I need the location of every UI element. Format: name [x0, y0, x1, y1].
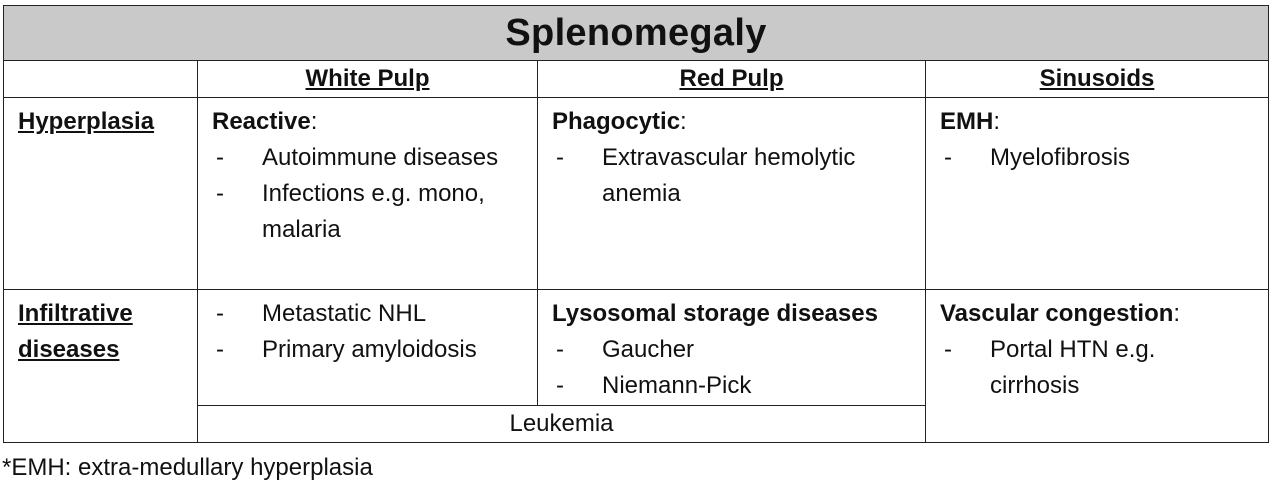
list-item: - Niemann-Pick	[552, 368, 917, 404]
cause-list	[940, 332, 1260, 404]
list-item: - Gaucher	[552, 332, 917, 368]
cell-lead: Phagocytic	[552, 108, 681, 135]
cause-list	[552, 140, 917, 212]
cell-lead: Vascular congestion	[940, 300, 1174, 327]
cell-lead: Reactive	[212, 108, 311, 135]
list-item: - Infections e.g. mono, malaria	[212, 176, 529, 248]
hyperplasia-red-pulp-cell: Phagocytic: - Extravascular hemolytic anemia	[538, 98, 926, 290]
row-label-infiltrative: Infiltrative diseases	[4, 290, 198, 443]
hyperplasia-white-pulp-cell: Reactive: - Autoimmune diseases - Infections e.g. mono, malaria	[198, 98, 538, 290]
leukemia-cell: Leukemia	[198, 406, 926, 443]
cause-list	[212, 296, 529, 368]
header-white-pulp: White Pulp	[198, 61, 538, 98]
cause-list	[940, 140, 1260, 176]
header-row	[4, 61, 1269, 98]
header-sinusoids: Sinusoids	[926, 61, 1269, 98]
list-item: - Portal HTN e.g. cirrhosis	[940, 332, 1260, 404]
footnote: *EMH: extra-medullary hyperplasia	[2, 454, 373, 481]
table-title: Splenomegaly	[4, 6, 1269, 61]
cell-lead: Lysosomal storage diseases	[552, 300, 878, 327]
cause-list	[552, 332, 917, 404]
cell-lead: EMH	[940, 108, 994, 135]
list-item: - Myelofibrosis	[940, 140, 1260, 176]
header-red-pulp: Red Pulp	[538, 61, 926, 98]
splenomegaly-table	[3, 5, 1269, 443]
row-label-hyperplasia: Hyperplasia	[4, 98, 198, 290]
header-corner	[4, 61, 198, 98]
hyperplasia-row	[4, 98, 1269, 290]
list-item: - Metastatic NHL	[212, 296, 529, 332]
infiltrative-sinusoids-cell: Vascular congestion: - Portal HTN e.g. cirrhosis	[926, 290, 1269, 443]
list-item: - Autoimmune diseases	[212, 140, 529, 176]
hyperplasia-sinusoids-cell: EMH: - Myelofibrosis	[926, 98, 1269, 290]
cause-list	[212, 140, 529, 248]
list-item: - Primary amyloidosis	[212, 332, 529, 368]
infiltrative-red-pulp-cell	[538, 290, 926, 406]
infiltrative-row	[4, 290, 1269, 406]
list-item: - Extravascular hemolytic anemia	[552, 140, 917, 212]
infiltrative-white-pulp-cell	[198, 290, 538, 406]
